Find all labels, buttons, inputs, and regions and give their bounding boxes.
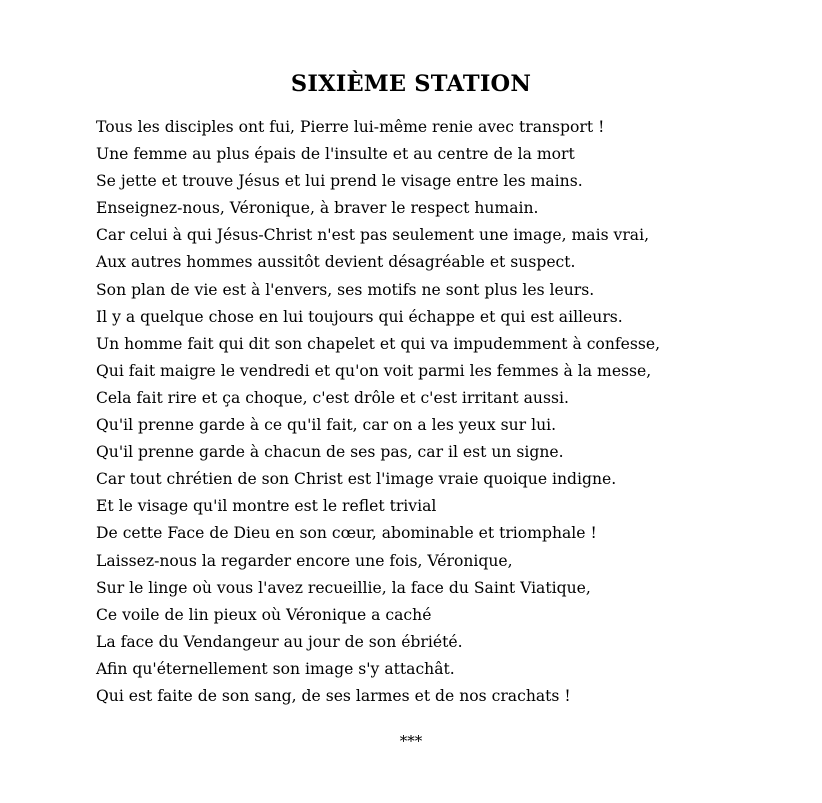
poem-line: Sur le linge où vous l'avez recueillie, la face du Saint Viatique, [96, 578, 591, 597]
poem-line: Son plan de vie est à l'envers, ses motifs ne sont plus les leurs. [96, 280, 595, 299]
poem-line: Laissez-nous la regarder encore une fois, Véronique, [96, 551, 513, 570]
poem-line: Qu'il prenne garde à ce qu'il fait, car on a les yeux sur lui. [96, 416, 557, 435]
poem-line: Cela fait rire et ça choque, c'est drôle et c'est irritant aussi. [96, 388, 569, 407]
section-separator: *** [399, 732, 423, 750]
poem-line: De cette Face de Dieu en son cœur, abominable et triomphale ! [96, 524, 597, 543]
poem-line: La face du Vendangeur au jour de son ébriété. [96, 632, 463, 651]
poem-line: Se jette et trouve Jésus et lui prend le visage entre les mains. [96, 172, 583, 191]
poem-line: Il y a quelque chose en lui toujours qui échappe et qui est ailleurs. [96, 307, 623, 326]
poem-line: Une femme au plus épais de l'insulte et au centre de la mort [96, 145, 575, 164]
page-title: SIXIÈME STATION [290, 71, 532, 97]
poem-line: Enseignez-nous, Véronique, à braver le respect humain. [96, 199, 539, 218]
poem-line: Et le visage qu'il montre est le reflet trivial [96, 497, 437, 516]
poem-line: Car tout chrétien de son Christ est l'image vraie quoique indigne. [96, 470, 617, 489]
poem-line: Un homme fait qui dit son chapelet et qui va impudemment à confesse, [96, 334, 661, 353]
poem-line: Afin qu'éternellement son image s'y attachât. [96, 659, 455, 678]
poem-line: Car celui à qui Jésus-Christ n'est pas seulement une image, mais vrai, [96, 226, 650, 245]
poem-body [96, 114, 796, 710]
poem-line: Ce voile de lin pieux où Véronique a caché [96, 605, 432, 624]
poem-line: Qui est faite de son sang, de ses larmes et de nos crachats ! [96, 686, 571, 705]
poem-line: Aux autres hommes aussitôt devient désagréable et suspect. [96, 253, 576, 272]
poem-line: Tous les disciples ont fui, Pierre lui-même renie avec transport ! [96, 118, 605, 136]
poem-line: Qu'il prenne garde à chacun de ses pas, car il est un signe. [96, 443, 564, 462]
poem-line: Qui fait maigre le vendredi et qu'on voit parmi les femmes à la messe, [96, 361, 652, 380]
